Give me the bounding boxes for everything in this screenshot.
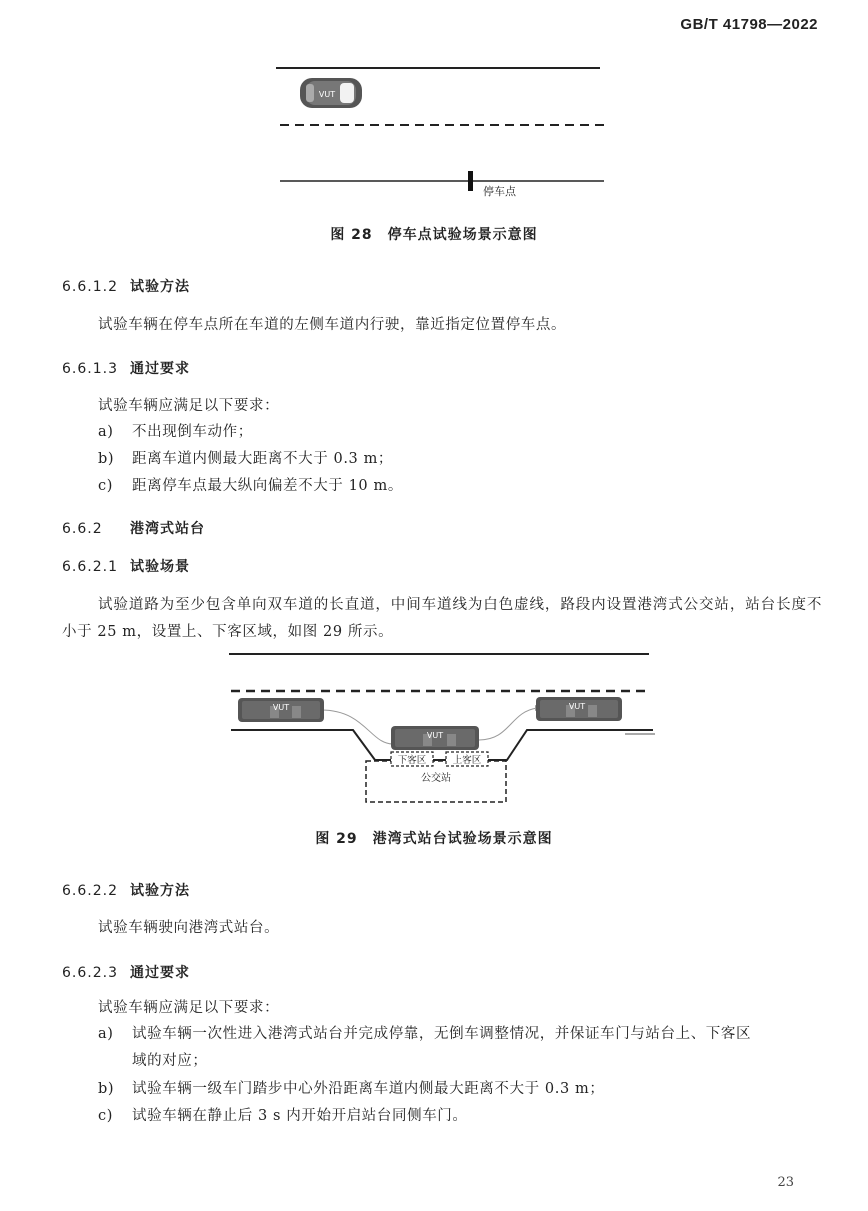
paragraph-requirements-intro-1: 试验车辆应满足以下要求： xyxy=(98,398,280,414)
section-heading-6-6-1-3: 6.6.1.3 通过要求 xyxy=(62,361,190,377)
list-item: b) 试验车辆一级车门踏步中心外沿距离车道内侧最大距离不大于 0.3 m； xyxy=(98,1081,605,1097)
figure-28-caption: 图 28 停车点试验场景示意图 xyxy=(330,227,538,243)
vut-car xyxy=(300,78,362,108)
list-item: b) 距离车道内侧最大距离不大于 0.3 m； xyxy=(98,451,394,467)
paragraph-test-method-stop: 试验车辆在停车点所在车道的左侧车道内行驶，靠近指定位置停车点。 xyxy=(98,317,567,333)
paragraph-test-method-bay: 试验车辆驶向港湾式站台。 xyxy=(98,920,280,936)
bus-position-docked xyxy=(391,726,479,750)
bus-label-exit: VUT xyxy=(568,702,586,711)
page-number: 23 xyxy=(777,1175,794,1190)
vehicle-trajectory-out xyxy=(479,708,537,740)
standard-code: GB/T 41798—2022 xyxy=(680,16,818,33)
vehicle-trajectory-in xyxy=(321,710,393,744)
section-heading-6-6-2-2: 6.6.2.2 试验方法 xyxy=(62,883,190,899)
section-heading-6-6-1-2: 6.6.1.2 试验方法 xyxy=(62,279,190,295)
stop-point-marker xyxy=(468,171,473,191)
figure-29-caption: 图 29 港湾式站台试验场景示意图 xyxy=(315,831,553,847)
figure-28-diagram xyxy=(270,58,610,203)
paragraph-test-scenario-bay-station: 试验道路为至少包含单向双车道的长直道，中间车道线为白色虚线，路段内设置港湾式公交站，站台长度不小于 25 m，设置上、下客区域，如图 29 所示。 xyxy=(62,597,822,640)
vut-car-label: VUT xyxy=(318,90,336,99)
list-item: c) 试验车辆在静止后 3 s 内开始开启站台同侧车门。 xyxy=(98,1108,468,1124)
section-heading-6-6-2: 6.6.2 港湾式站台 xyxy=(62,521,205,537)
figure-29-diagram xyxy=(225,648,657,810)
board-zone-label: 上客区 xyxy=(452,755,482,766)
section-heading-6-6-2-1: 6.6.2.1 试验场景 xyxy=(62,559,190,575)
list-item: a) 试验车辆一次性进入港湾式站台并完成停靠，无倒车调整情况，并保证车门与站台上、下客区 域的对应； xyxy=(98,1026,752,1069)
bus-label-start: VUT xyxy=(272,703,290,712)
bus-position-exit xyxy=(536,697,622,721)
bus-position-start xyxy=(238,698,324,722)
bus-station-label: 公交站 xyxy=(421,773,451,784)
stop-point-label: 停车点 xyxy=(483,185,516,198)
list-item: c) 距离停车点最大纵向偏差不大于 10 m。 xyxy=(98,478,403,494)
paragraph-requirements-intro-2: 试验车辆应满足以下要求： xyxy=(98,1000,280,1016)
section-heading-6-6-2-3: 6.6.2.3 通过要求 xyxy=(62,965,190,981)
alight-zone-label: 下客区 xyxy=(397,755,427,766)
bus-label-docked: VUT xyxy=(426,731,444,740)
list-item: a) 不出现倒车动作； xyxy=(98,424,253,440)
